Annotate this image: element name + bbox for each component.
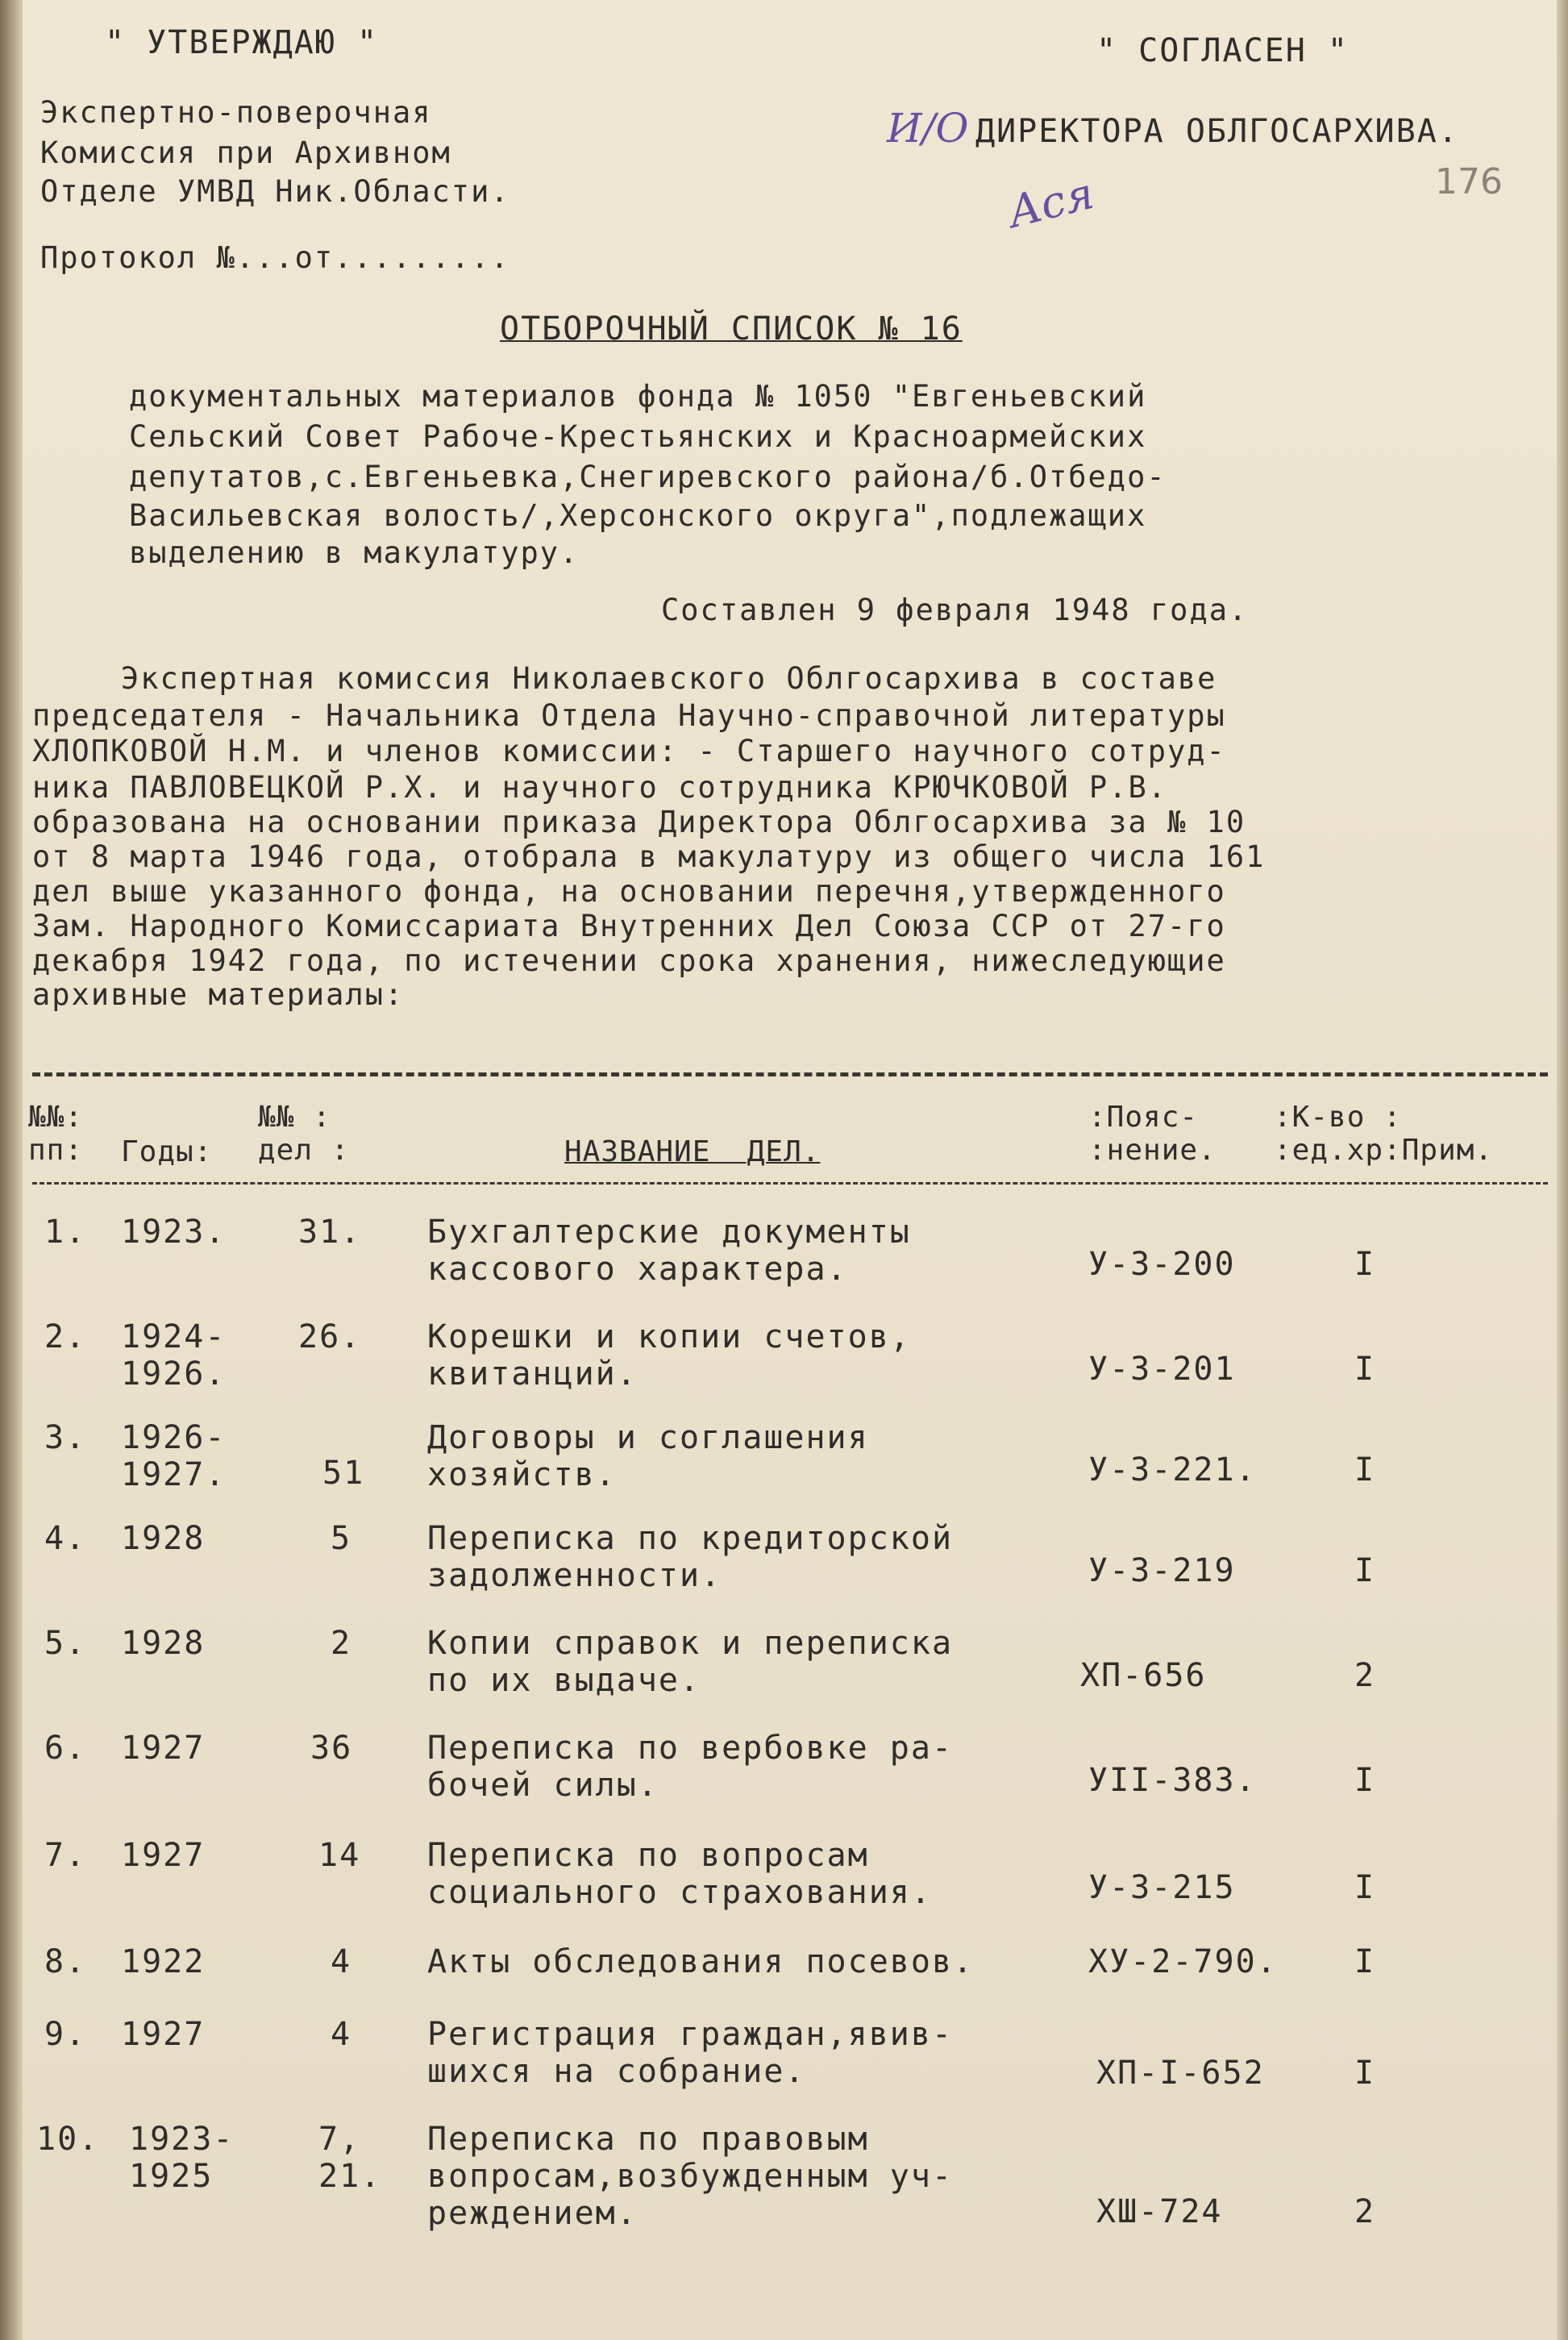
row-num: 4. bbox=[44, 1520, 87, 1557]
row-qty: I bbox=[1354, 1869, 1376, 1906]
row-title: Копии справок и переписка по их выдаче. bbox=[427, 1625, 954, 1699]
header-num: №№: пп: bbox=[28, 1101, 84, 1167]
row-num: 1. bbox=[44, 1214, 87, 1251]
table-row bbox=[0, 1520, 1568, 1617]
table-row bbox=[0, 2121, 1568, 2282]
body-line-4: ника ПАВЛОВЕЦКОЙ Р.Х. и научного сотрудника КРЮЧКОВОЙ Р.В. bbox=[32, 770, 1168, 805]
row-qty: 2 bbox=[1354, 2193, 1376, 2230]
row-title: Переписка по правовым вопросам,возбужденным уч- реждением. bbox=[427, 2121, 954, 2232]
body-line-3: ХЛОПКОВОЙ Н.М. и членов комиссии: - Старшего научного сотруд- bbox=[32, 734, 1226, 768]
row-note: У-3-215 bbox=[1088, 1869, 1236, 1906]
row-note: УII-383. bbox=[1088, 1762, 1257, 1799]
table-row bbox=[0, 1419, 1568, 1516]
director-line: ДИРЕКТОРА ОБЛГОСАРХИВА. bbox=[975, 113, 1459, 150]
table-row bbox=[0, 1625, 1568, 1722]
row-num: 6. bbox=[44, 1730, 87, 1767]
table-top-rule bbox=[32, 1072, 1548, 1076]
table-row bbox=[0, 1730, 1568, 1826]
row-note: ХП-I-652 bbox=[1096, 2055, 1265, 2092]
body-line-10: архивные материалы: bbox=[32, 977, 405, 1012]
body-line-6: от 8 марта 1946 года, отобрала в макулатуру из общего числа 161 bbox=[32, 839, 1266, 874]
row-num: 9. bbox=[44, 2016, 87, 2053]
row-years: 1924- 1926. bbox=[121, 1318, 227, 1393]
row-num: 7. bbox=[44, 1837, 87, 1874]
row-years: 1928 bbox=[121, 1625, 206, 1662]
row-years: 1927 bbox=[121, 2016, 206, 2053]
table-row bbox=[0, 1318, 1568, 1415]
row-qty: I bbox=[1354, 1762, 1376, 1799]
row-case: 5 bbox=[331, 1520, 352, 1557]
approve-title: " УТВЕРЖДАЮ " bbox=[105, 24, 379, 61]
row-title: Акты обследования посевов. bbox=[427, 1943, 975, 1980]
subject-line-2: Сельский Совет Рабоче-Крестьянских и Красноармейских bbox=[129, 419, 1147, 454]
subject-line-4: Васильевская волость/,Херсонского округа",подлежащих bbox=[129, 498, 1147, 533]
row-title: Корешки и копии счетов, квитанций. bbox=[427, 1318, 911, 1393]
row-note: ХУ-2-790. bbox=[1088, 1943, 1278, 1980]
subject-line-1: документальных материалов фонда № 1050 "Евгеньевский bbox=[129, 379, 1147, 414]
table-header-rule bbox=[32, 1182, 1548, 1185]
row-years: 1927 bbox=[121, 1730, 206, 1767]
header-years: Годы: bbox=[121, 1135, 213, 1168]
table-row bbox=[0, 2016, 1568, 2113]
subject-line-5: выделению в макулатуру. bbox=[129, 535, 580, 570]
row-years: 1922 bbox=[121, 1943, 206, 1980]
row-num: 10. bbox=[36, 2121, 100, 2158]
row-title: Договоры и соглашения хозяйств. bbox=[427, 1419, 869, 1493]
row-years: 1923- 1925 bbox=[129, 2121, 235, 2195]
row-note: У-3-200 bbox=[1088, 1246, 1236, 1283]
row-years: 1926- 1927. bbox=[121, 1419, 227, 1493]
document-title: ОТБОРОЧНЫЙ СПИСОК № 16 bbox=[500, 310, 963, 348]
row-case: 2 bbox=[331, 1625, 352, 1662]
row-case: 36 bbox=[310, 1730, 353, 1767]
row-case: 7, 21. bbox=[318, 2121, 382, 2195]
body-line-8: Зам. Народного Комиссариата Внутренних Дел Союза ССР от 27-го bbox=[32, 909, 1226, 943]
row-qty: I bbox=[1354, 1451, 1376, 1489]
row-qty: I bbox=[1354, 1943, 1376, 1980]
commission-line-2: Комиссия при Архивном bbox=[40, 135, 451, 170]
body-line-5: образована на основании приказа Директора Облгосархива за № 10 bbox=[32, 805, 1246, 839]
row-years: 1928 bbox=[121, 1520, 206, 1557]
header-name: НАЗВАНИЕ ДЕЛ. bbox=[564, 1135, 821, 1168]
row-note: У-3-219 bbox=[1088, 1552, 1236, 1589]
row-years: 1927 bbox=[121, 1837, 206, 1874]
body-line-9: декабря 1942 года, по истечении срока хранения, нижеследующие bbox=[32, 943, 1226, 978]
row-note: ХП-656 bbox=[1080, 1657, 1207, 1694]
table-row bbox=[0, 1837, 1568, 1934]
commission-line-1: Экспертно-поверочная bbox=[40, 95, 432, 130]
row-case: 26. bbox=[298, 1318, 362, 1355]
header-qty: :К-во : :ед.хр:Прим. bbox=[1274, 1101, 1494, 1167]
page-number: 176 bbox=[1435, 161, 1503, 202]
row-num: 2. bbox=[44, 1318, 87, 1355]
row-qty: I bbox=[1354, 1246, 1376, 1283]
row-note: У-3-221. bbox=[1088, 1451, 1257, 1489]
header-note: :Пояс- :нение. bbox=[1088, 1101, 1217, 1167]
director-prefix-handwritten: И/О bbox=[887, 105, 969, 152]
protocol-line: Протокол №...от......... bbox=[40, 240, 510, 275]
row-case: 4 bbox=[331, 1943, 352, 1980]
body-line-2: председателя - Начальника Отдела Научно-справочной литературы bbox=[32, 698, 1226, 733]
row-note: ХШ-724 bbox=[1096, 2193, 1223, 2230]
row-num: 8. bbox=[44, 1943, 87, 1980]
table-row bbox=[0, 1214, 1568, 1310]
row-qty: 2 bbox=[1354, 1657, 1376, 1694]
row-title: Переписка по вербовке ра- бочей силы. bbox=[427, 1730, 954, 1804]
row-num: 3. bbox=[44, 1419, 87, 1456]
subject-line-3: депутатов,с.Евгеньевка,Снегиревского района/б.Отбедо- bbox=[129, 460, 1167, 494]
row-qty: I bbox=[1354, 1351, 1376, 1388]
row-title: Бухгалтерские документы кассового характера. bbox=[427, 1214, 911, 1288]
row-case: 14 bbox=[318, 1837, 361, 1874]
director-signature: Ася bbox=[1002, 168, 1099, 238]
body-line-7: дел выше указанного фонда, на основании перечня,утвержденного bbox=[32, 874, 1226, 909]
row-case: 4 bbox=[331, 2016, 352, 2053]
row-case: 51 bbox=[322, 1455, 365, 1492]
row-title: Переписка по кредиторской задолженности. bbox=[427, 1520, 954, 1594]
row-title: Переписка по вопросам социального страхования. bbox=[427, 1837, 932, 1911]
row-num: 5. bbox=[44, 1625, 87, 1662]
agree-title: " СОГЛАСЕН " bbox=[1096, 32, 1349, 69]
row-qty: I bbox=[1354, 2055, 1376, 2092]
header-cases: №№ : дел : bbox=[258, 1101, 350, 1167]
commission-line-3: Отделе УМВД Ник.Области. bbox=[40, 174, 510, 209]
compiled-date: Составлен 9 февраля 1948 года. bbox=[661, 593, 1249, 627]
body-line-1: Экспертная комиссия Николаевского Облгосархива в составе bbox=[121, 661, 1217, 696]
row-years: 1923. bbox=[121, 1214, 227, 1251]
row-title: Регистрация граждан,явив- шихся на собрание. bbox=[427, 2016, 954, 2090]
row-qty: I bbox=[1354, 1552, 1376, 1589]
row-case: 31. bbox=[298, 1214, 362, 1251]
row-note: У-3-201 bbox=[1088, 1351, 1236, 1388]
